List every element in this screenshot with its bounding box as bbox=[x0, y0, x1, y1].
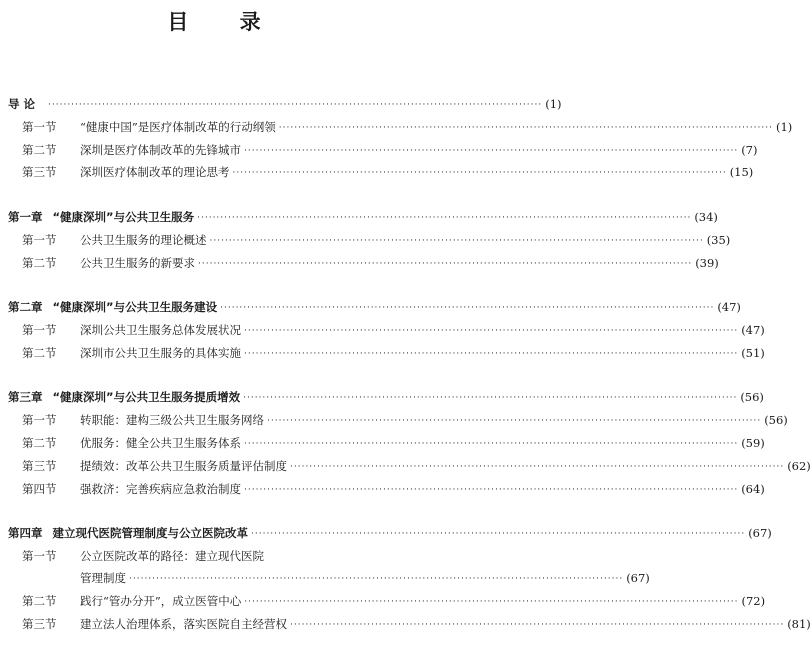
toc-page-number: (56) bbox=[740, 390, 764, 404]
toc-section-title: 深圳医疗体制改革的理论思考 bbox=[80, 165, 230, 179]
toc-section-label: 第二节 bbox=[22, 346, 57, 360]
toc-page-number: (56) bbox=[764, 413, 788, 427]
toc-section-label: 第一节 bbox=[22, 413, 57, 427]
toc-section-title: 优服务：健全公共卫生服务体系 bbox=[80, 436, 241, 450]
toc-entry-section bbox=[22, 118, 793, 137]
toc-section-title: 提绩效：改革公共卫生服务质量评估制度 bbox=[80, 459, 287, 473]
toc-chapter-title: 建立现代医院管理制度与公立医院改革 bbox=[52, 526, 248, 540]
toc-page-number: (1) bbox=[545, 97, 562, 111]
toc-page-number: (51) bbox=[741, 346, 765, 360]
dot-leader bbox=[244, 141, 738, 160]
toc-page-number: (39) bbox=[695, 256, 719, 270]
toc-entry-section bbox=[22, 592, 766, 611]
toc-section-label: 第二节 bbox=[22, 594, 57, 608]
toc-entry-section bbox=[22, 411, 788, 430]
toc-section-title: “健康中国”是医疗体制改革的行动纲领 bbox=[80, 120, 276, 134]
dot-leader bbox=[244, 480, 738, 499]
dot-leader bbox=[129, 569, 623, 588]
toc-section-title: 深圳是医疗体制改革的先锋城市 bbox=[80, 143, 241, 157]
toc-entry-section-continuation bbox=[80, 569, 650, 588]
toc-section-title: 建立法人治理体系，落实医院自主经营权 bbox=[80, 617, 287, 631]
toc-entry-section bbox=[22, 163, 754, 182]
dot-leader bbox=[251, 524, 745, 543]
toc-page-number: (64) bbox=[741, 482, 765, 496]
toc-entry-chapter-4 bbox=[8, 524, 772, 543]
toc-section-title: 公立医院改革的路径：建立现代医院 bbox=[80, 549, 264, 563]
dot-leader bbox=[279, 118, 773, 137]
toc-entry-chapter-1 bbox=[8, 208, 718, 227]
toc-entry-section bbox=[22, 480, 765, 499]
toc-chapter-title: “健康深圳”与公共卫生服务 bbox=[52, 210, 195, 224]
toc-entry-section bbox=[22, 434, 765, 453]
toc-page-number: (81) bbox=[787, 617, 811, 631]
dot-leader bbox=[198, 254, 692, 273]
toc-section-title: 公共卫生服务的新要求 bbox=[80, 256, 195, 270]
toc-page-number: (47) bbox=[741, 323, 765, 337]
dot-leader bbox=[197, 208, 691, 227]
toc-section-title: 践行“管办分开”，成立医管中心 bbox=[80, 594, 242, 608]
toc-chapter-label: 导 论 bbox=[8, 97, 36, 111]
toc-page-number: (34) bbox=[694, 210, 718, 224]
toc-entry-section bbox=[22, 615, 811, 634]
dot-leader bbox=[210, 231, 704, 250]
toc-section-label: 第一节 bbox=[22, 120, 57, 134]
toc-section-label: 第二节 bbox=[22, 256, 57, 270]
toc-section-label: 第三节 bbox=[22, 459, 57, 473]
dot-leader bbox=[244, 321, 738, 340]
toc-chapter-label: 第二章 bbox=[8, 300, 43, 314]
dot-leader bbox=[244, 592, 738, 611]
toc-entry-section bbox=[22, 254, 719, 273]
toc-entry-chapter-3 bbox=[8, 388, 764, 407]
toc-section-label: 第四节 bbox=[22, 482, 57, 496]
toc-section-label: 第二节 bbox=[22, 436, 57, 450]
toc-section-label: 第一节 bbox=[22, 233, 57, 247]
dot-leader bbox=[267, 411, 761, 430]
toc-entry-chapter-2 bbox=[8, 298, 741, 317]
toc-chapter-label: 第三章 bbox=[8, 390, 43, 404]
dot-leader bbox=[233, 163, 727, 182]
toc-entry-section bbox=[22, 547, 438, 566]
toc-entry-introduction bbox=[8, 95, 562, 114]
toc-page-number: (67) bbox=[748, 526, 772, 540]
toc-page-number: (1) bbox=[775, 120, 793, 134]
toc-entry-section bbox=[22, 457, 811, 476]
toc-chapter-title: “健康深圳”与公共卫生服务建设 bbox=[52, 300, 218, 314]
toc-page-number: (59) bbox=[741, 436, 765, 450]
toc-section-label: 第一节 bbox=[22, 549, 57, 563]
toc-page-number: (7) bbox=[741, 143, 758, 157]
toc-section-title: 深圳公共卫生服务总体发展状况 bbox=[80, 323, 241, 337]
dot-leader bbox=[243, 388, 737, 407]
toc-entry-section bbox=[22, 344, 765, 363]
toc-page-number: (62) bbox=[787, 459, 811, 473]
toc-section-label: 第三节 bbox=[22, 165, 57, 179]
toc-section-title: 公共卫生服务的理论概述 bbox=[80, 233, 207, 247]
toc-chapter-title: “健康深圳”与公共卫生服务提质增效 bbox=[52, 390, 241, 404]
dot-leader bbox=[244, 344, 738, 363]
toc-entry-section bbox=[22, 321, 765, 340]
toc-section-label: 第三节 bbox=[22, 617, 57, 631]
toc-page-number: (72) bbox=[741, 594, 766, 608]
dot-leader bbox=[244, 434, 738, 453]
toc-section-label: 第二节 bbox=[22, 143, 57, 157]
toc-page-number: (67) bbox=[626, 571, 650, 585]
toc-entry-section bbox=[22, 231, 731, 250]
toc-section-title: 强救济：完善疾病应急救治制度 bbox=[80, 482, 241, 496]
toc-section-label: 第一节 bbox=[22, 323, 57, 337]
dot-leader bbox=[220, 298, 714, 317]
page-title: 目 录 bbox=[167, 10, 283, 34]
dot-leader bbox=[48, 95, 542, 114]
dot-leader bbox=[290, 457, 784, 476]
toc-section-title: 深圳市公共卫生服务的具体实施 bbox=[80, 346, 241, 360]
toc-entry-section bbox=[22, 141, 758, 160]
dot-leader bbox=[290, 615, 784, 634]
toc-page-number: (47) bbox=[717, 300, 741, 314]
toc-page-number: (35) bbox=[706, 233, 731, 247]
toc-chapter-label: 第一章 bbox=[8, 210, 43, 224]
toc-section-title: 管理制度 bbox=[80, 571, 126, 585]
toc-chapter-label: 第四章 bbox=[8, 526, 43, 540]
toc-section-title: 转职能：建构三级公共卫生服务网络 bbox=[80, 413, 264, 427]
toc-page-number: (15) bbox=[729, 165, 754, 179]
